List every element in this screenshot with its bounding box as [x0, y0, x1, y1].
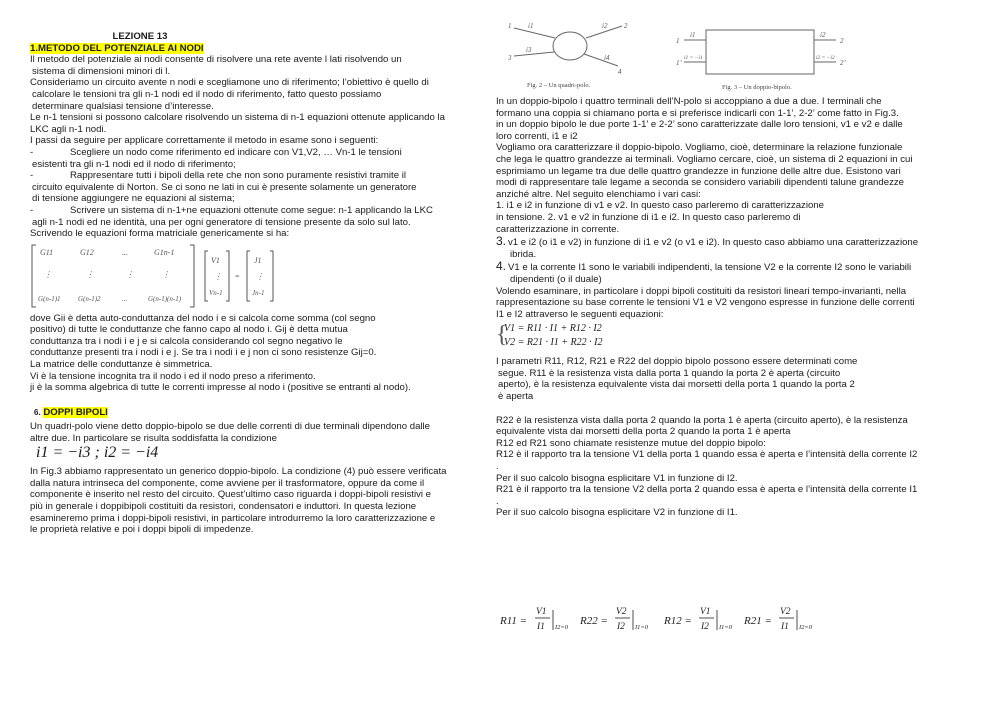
svg-text:R12 =: R12 = — [664, 615, 692, 627]
svg-text:R21 =: R21 = — [744, 615, 772, 627]
text-line: esprimiamo un legame tra due delle quattro grandezze in funzione delle altre due. Esistono vari — [496, 165, 901, 177]
two-port-intro — [496, 96, 966, 235]
vector-cell: Vn-1 — [209, 288, 223, 297]
text-line: è aperta — [498, 391, 534, 403]
section6-number: 6. — [34, 407, 41, 417]
text-line: caratterizzazione in corrente. — [496, 223, 620, 235]
text-line: La matrice delle conduttanze è simmetrica. — [30, 359, 213, 371]
text-line: R21 è il rapporto tra la tensione V2 della porta 2 quando essa è aperta e l’intensità della corrente I1 — [496, 484, 918, 496]
text-line: componente è inserito nel resto del circuito. Quest’ultimo caso riguarda i doppi-bipoli resistivi e — [30, 489, 432, 501]
text-line: esistenti tra gli n-1 nodi ed il nodo di riferimento; — [32, 158, 236, 170]
fig-label: 1 — [676, 37, 680, 45]
matrix-cell: G(n-1)2 — [78, 294, 101, 303]
svg-text:I2: I2 — [617, 622, 625, 632]
fig3-two-port-diagram — [676, 24, 852, 82]
text-line: I1 e I2 attraverso le seguenti equazioni: — [496, 308, 664, 320]
svg-text:⋮: ⋮ — [162, 269, 170, 279]
text-line: . — [496, 495, 499, 507]
text-line: altre due. In particolare se risulta soddisfatta la condizione — [30, 433, 277, 445]
fig-label: 1 — [508, 22, 512, 30]
text-line: loro correnti, i1 e i2 — [496, 130, 578, 142]
text-line: Vogliamo ora caratterizzare il doppio-bipolo. Vogliamo, cioè, determinare la relazione funzionale — [496, 142, 903, 154]
text-line: positivo) di tutte le conduttanze che fanno capo al nodo i. Gij è detta mutua — [30, 324, 348, 336]
svg-text:I1: I1 — [781, 622, 789, 632]
text-line: . — [496, 461, 499, 473]
equation-line: V2 = R21 · I1 + R22 · I2 — [504, 337, 603, 349]
text-line: Vi è la tensione incognita tra il nodo i ed il nodo preso a riferimento. — [30, 370, 316, 382]
svg-text:I2: I2 — [701, 622, 709, 632]
text-line: Per il suo calcolo bisogna esplicitare V1 in funzione di I2. — [496, 472, 738, 484]
formula-r22 — [579, 607, 649, 632]
text-line: segue. R11 è la resistenza vista dalla porta 1 quando la porta 2 è aperta (circuito — [498, 367, 841, 379]
fig-label: i2 — [602, 22, 608, 30]
text-line: anziché altre. Nel seguito elenchiamo i vari casi: — [496, 188, 701, 200]
text-line: le proprietà relative e poi i doppi bipoli di impedenze. — [30, 524, 254, 536]
list-item — [496, 236, 966, 260]
dash: - — [30, 204, 34, 216]
text-line: V1 e la corrente I1 sono le variabili indipendenti, la tensione V2 e la corrente I2 sono le variabili — [508, 262, 912, 274]
text-line: determinare qualsiasi tensione d’interesse. — [32, 100, 214, 112]
text-line: Per il suo calcolo bisogna esplicitare V2 in funzione di I1. — [496, 507, 738, 519]
fig-label: i2 — [820, 31, 826, 39]
matrix-cell: ... — [122, 294, 128, 303]
right-column — [496, 96, 966, 519]
text-line: agli n-1 nodi ed ne identità, una per ogni generatore di tensione presente da solo sul lato. — [32, 216, 411, 228]
vector-cell: V1 — [211, 255, 220, 265]
fig-label: 3 — [508, 54, 512, 62]
steps-list — [30, 147, 478, 228]
text-line: calcolare le tensioni tra gli n-1 nodi ed il nodo di riferimento, fatto questo possiamo — [32, 88, 382, 100]
svg-text:⋮: ⋮ — [256, 271, 264, 281]
text-line: Scegliere un nodo come riferimento ed indicare con V1,V2, … Vn-1 le tensioni — [70, 146, 402, 158]
text-line: in tensione. 2. v1 e v2 in funzione di i1 e i2. In questo caso parleremo di — [496, 211, 801, 223]
fig3-description — [30, 466, 478, 536]
item-number: 4. — [496, 259, 507, 274]
fig-label: 2’ — [840, 59, 846, 67]
text-line: Le n-1 tensioni si possono calcolare risolvendo un sistema di n-1 equazioni ottenute applicando la — [30, 112, 445, 124]
text-line: dalla natura intrinseca del componente, come avviene per il trasformatore, oppure da come il — [30, 477, 425, 489]
fig-label: i1 — [690, 31, 696, 39]
text-line: In Fig.3 abbiamo rappresentato un generico doppio-bipolo. La condizione (4) può essere verificata — [30, 466, 447, 478]
parameters-text — [496, 356, 966, 402]
fig-label: 2 — [840, 37, 844, 45]
svg-text:V2: V2 — [616, 607, 627, 617]
svg-text:⋮: ⋮ — [86, 269, 94, 279]
text-line: che lega le quattro grandezze ai terminali. Vogliamo cercare, cioè, un sistema di 2 equazioni in cui — [496, 153, 913, 165]
text-line: R12 è il rapporto tra la tensione V1 della porta 1 quando essa è aperta e l’intensità della corrente I2 — [496, 449, 918, 461]
fig-label: i3 — [526, 46, 532, 54]
matrix-cell: G1n-1 — [154, 247, 175, 257]
text-line: Scrivere un sistema di n-1+ne equazioni ottenute come segue: n-1 applicando la LKC — [70, 204, 433, 216]
lesson-title: LEZIONE 13 — [112, 31, 168, 42]
text-line: sistema di dimensioni minori di l. — [32, 65, 171, 77]
matrix-cell: G12 — [80, 247, 94, 257]
fig-label: i1 = −i1 — [684, 55, 703, 61]
text-line: LKC agli n-1 nodi. — [30, 123, 107, 135]
formula-r21 — [743, 607, 813, 632]
text-line: equivalente vista dai morsetti della porta 2 quando la porta 1 è aperta — [496, 426, 791, 438]
fig2-quadripole-diagram — [500, 16, 640, 82]
text-line: v1 e i2 (o i1 e v2) in funzione di i1 e v2 (o v1 e i2). In questo caso abbiamo una caratterizzazione — [508, 237, 919, 249]
svg-text:V2: V2 — [780, 607, 791, 617]
svg-text:R22 =: R22 = — [580, 615, 608, 627]
text-line: dipendenti (o il duale) — [510, 273, 602, 285]
mutual-resistance-text — [496, 415, 966, 519]
svg-text:⋮: ⋮ — [126, 269, 134, 279]
text-line: più in generale i doppibipoli costituiti da resistori, condensatori e induttori. In questa lezione — [30, 501, 417, 512]
fig-label: 2 — [624, 22, 628, 30]
equation-system: { V1 = R11 · I1 + R12 · I2 V2 = R21 · I1 + R22 · I2 — [496, 322, 603, 349]
dash: - — [30, 146, 34, 158]
text-line: modi di rappresentare tale legame a seconda se considero variabili dipendenti talune grandezze — [496, 177, 904, 189]
text-line: R22 è la resistenza vista dalla porta 2 quando la porta 1 è aperta (circuito aperto), è la resistenza — [496, 414, 908, 426]
item-number: 3. — [496, 234, 507, 249]
text-line: conduttanza tra i nodi i e j e si calcola considerando col segno negativo le — [30, 335, 343, 347]
svg-text:V1: V1 — [536, 607, 547, 617]
vector-cell: J1 — [254, 255, 262, 265]
svg-text:⋮: ⋮ — [44, 269, 52, 279]
fig-label: i1 — [528, 22, 534, 30]
text-line: R12 ed R21 sono chiamate resistenze mutue del doppio bipolo: — [496, 437, 766, 449]
text-line: circuito equivalente di Norton. Se ci sono ne lati in cui è presente solamente un generatore — [32, 181, 417, 193]
condition-equation: i1 = −i3 ; i2 = −i4 — [36, 443, 159, 461]
svg-text:V1: V1 — [700, 607, 711, 617]
svg-text:I2=0: I2=0 — [799, 624, 813, 631]
svg-text:I1=0: I1=0 — [635, 624, 649, 631]
text-line: rappresentazione su base corrente le tensioni V1 e V2 vengono espresse in funzione delle correnti — [496, 297, 915, 309]
text-line: ibrida. — [510, 248, 537, 260]
matrix-cell: G(n-1)(n-1) — [148, 294, 182, 303]
text-line: aperto), è la resistenza equivalente vista dai morsetti della porta 1 quando la porta 2 — [498, 379, 855, 391]
formula-r12 — [663, 607, 733, 632]
formula-r11 — [499, 607, 569, 632]
fig3-caption: Fig. 3 – Un doppio-bipolo. — [722, 84, 792, 91]
text-line: 1. i1 e i2 in funzione di v1 e v2. In questo caso parleremo di caratterizzazione — [496, 200, 824, 212]
svg-text:⋮: ⋮ — [214, 271, 222, 281]
matrix-cell: G11 — [40, 247, 54, 257]
fig-label: i4 — [604, 54, 610, 62]
list-item — [30, 170, 478, 205]
svg-text:I1=0: I1=0 — [719, 624, 733, 631]
matrix-intro: Scrivendo le equazioni forma matriciale genericamente si ha: — [30, 228, 290, 240]
left-column — [30, 0, 478, 536]
fig2-caption: Fig. 2 – Un quadri-polo. — [527, 82, 591, 89]
dash: - — [30, 170, 34, 182]
text-line: Il metodo del potenziale ai nodi consente di risolvere una rete avente l lati risolvendo un — [30, 54, 402, 66]
text-line: di tensione aggiungere ne equazioni al sistema; — [32, 193, 235, 205]
svg-text:I2=0: I2=0 — [555, 624, 569, 631]
matrix-cell: ... — [122, 247, 128, 257]
list-item — [30, 205, 478, 228]
fig-label: i2 = −i2 — [816, 55, 835, 61]
section1-heading: 1.METODO DEL POTENZIALE AI NODI — [30, 42, 204, 54]
text-line: Consideriamo un circuito avente n nodi e scegliamone uno di riferimento; l’obiettivo è quello di — [30, 77, 429, 89]
text-line: I parametri R11, R12, R21 e R22 del doppio bipolo possono essere determinati come — [496, 356, 858, 368]
text-line: Rappresentare tutti i bipoli della rete che non sono puramente resistivi tramite il — [70, 170, 406, 182]
text-line: formano una coppia si chiamano porta e si preferisce indicarli con 1-1’, 2-2’ come fatto in Fig.3. — [496, 107, 899, 119]
text-line: Un quadri-polo viene detto doppio-bipolo se due delle correnti di due terminali dipendono dalle — [30, 421, 431, 433]
text-line: conduttanze presenti tra i nodi i e j. Se tra i nodi i e j non ci sono resistenze Gij=0. — [30, 347, 377, 359]
matrix-equation — [30, 243, 290, 309]
text-line: Volendo esaminare, in particolare i doppi bipoli costituiti da resistori lineari tempo-invarianti, nella — [496, 285, 907, 297]
resistive-intro — [496, 286, 966, 321]
matrix-cell: G(n-1)1 — [38, 294, 61, 303]
vector-cell: Jn-1 — [252, 288, 265, 297]
fig-label: 1’ — [676, 59, 682, 67]
intro-text — [30, 54, 478, 147]
text-line: in un doppio bipolo le due porte 1-1’ e 2-2’ sono caratterizzate dalle loro tensioni, v1 e v2 e dalle — [496, 119, 903, 131]
parameter-formulas — [498, 598, 828, 644]
section6-heading: DOPPI BIPOLI — [43, 406, 108, 418]
text-line: In un doppio-bipolo i quattro terminali dell’N-polo si accoppiano a due a due. I terminali che — [496, 96, 882, 107]
equation-line: V1 = R11 · I1 + R12 · I2 — [504, 323, 602, 335]
fig-label: 4 — [618, 68, 622, 76]
list-item — [496, 261, 966, 285]
svg-text:R11 =: R11 = — [500, 615, 528, 627]
text-line: dove Gii è detta auto-conduttanza del nodo i e si calcola come somma (col segno — [30, 312, 376, 324]
matrix-explanation — [30, 313, 478, 394]
svg-text:I1: I1 — [537, 622, 545, 632]
text-line: I passi da seguire per applicare correttamente il metodo in esame sono i seguenti: — [30, 135, 379, 147]
text-line: esamineremo prima i doppi-bipoli resistivi, in particolare introdurremo la loro caratterizzazione e — [30, 512, 436, 524]
list-item — [30, 147, 478, 170]
text-line: ji è la somma algebrica di tutte le correnti impresse al nodo i (positive se entranti al nodo). — [30, 382, 411, 394]
svg-text:=: = — [235, 271, 240, 281]
